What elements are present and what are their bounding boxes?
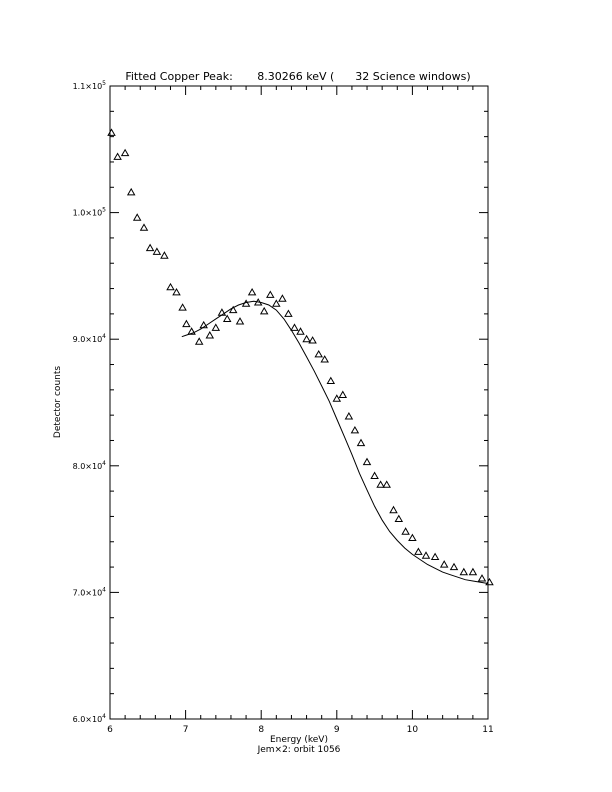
data-point-triangle (315, 351, 322, 357)
data-point-triangle (303, 336, 310, 342)
data-point-triangle (134, 214, 141, 220)
data-point-triangle (230, 307, 237, 313)
x-tick-label: 11 (482, 725, 494, 735)
data-point-triangle (432, 554, 439, 560)
data-point-triangle (364, 459, 371, 465)
fit-curve (182, 301, 488, 583)
y-tick-label: $9.0\times 10^4$ (72, 333, 106, 345)
data-point-triangle (128, 189, 135, 195)
data-point-triangle (346, 413, 353, 419)
data-point-triangle (237, 318, 244, 324)
y-tick-label: $1.1\times 10^5$ (72, 80, 106, 91)
data-point-triangle (402, 528, 409, 534)
data-point-triangle (333, 395, 340, 401)
x-tick-label: 7 (182, 725, 189, 735)
data-point-triangle (470, 569, 477, 575)
data-point-triangle (108, 129, 115, 135)
data-point-triangle (297, 328, 304, 334)
y-tick-label: $1.0\times 10^5$ (72, 206, 106, 218)
y-axis-label: Detector counts (53, 365, 63, 439)
data-point-triangle (451, 564, 458, 570)
data-point-triangle (441, 561, 448, 567)
data-point-triangle (415, 549, 422, 555)
data-point-triangle (390, 507, 397, 513)
x-tick-label: 8 (258, 725, 265, 735)
x-axis-label: Energy (keV) (270, 735, 328, 745)
fit-curve-group (182, 301, 488, 583)
data-point-triangle (327, 378, 334, 384)
y-axis (73, 80, 488, 724)
y-tick-label: $6.0\times 10^4$ (72, 713, 106, 724)
x-tick-label: 6 (107, 725, 113, 735)
data-point-triangle (183, 321, 190, 327)
data-point-triangle (122, 150, 129, 156)
data-point-triangle (285, 311, 292, 317)
data-point-triangle (358, 440, 365, 446)
data-point-triangle (141, 224, 148, 230)
data-point-triangle (179, 304, 186, 310)
data-point-triangle (224, 316, 231, 322)
data-point-triangle (395, 516, 402, 522)
data-point-triangle (114, 154, 121, 160)
data-point-triangle (279, 295, 286, 301)
data-point-triangle (161, 252, 168, 258)
data-point-triangle (206, 332, 213, 338)
data-point-triangle (147, 245, 154, 251)
x-tick-label: 10 (406, 725, 419, 735)
data-point-triangle (212, 324, 219, 330)
data-point-triangle (249, 289, 256, 295)
data-point-triangle (486, 579, 493, 585)
data-point-triangle (409, 535, 416, 541)
y-tick-label: $7.0\times 10^4$ (72, 586, 106, 598)
plot-frame (110, 86, 488, 719)
data-point-triangle (423, 552, 430, 558)
data-point-triangle (339, 392, 346, 398)
data-point-triangle (267, 292, 274, 298)
data-point-triangle (167, 284, 174, 290)
data-point-triangle (261, 308, 268, 314)
y-tick-label: $8.0\times 10^4$ (72, 459, 106, 471)
data-point-triangle (383, 481, 390, 487)
data-points-group (108, 129, 493, 584)
data-point-triangle (196, 338, 203, 344)
data-point-triangle (371, 473, 378, 479)
x-tick-label: 9 (333, 725, 340, 735)
data-point-triangle (460, 569, 467, 575)
data-point-triangle (291, 324, 298, 330)
data-point-triangle (309, 337, 316, 343)
footer-caption: Jem×2: orbit 1056 (257, 745, 341, 755)
chart-title: Fitted Copper Peak: 8.30266 keV ( 32 Science windows) (125, 70, 471, 83)
data-point-triangle (377, 481, 384, 487)
data-point-triangle (154, 248, 161, 254)
data-point-triangle (352, 427, 359, 433)
data-point-triangle (479, 575, 486, 581)
x-axis (107, 86, 494, 735)
